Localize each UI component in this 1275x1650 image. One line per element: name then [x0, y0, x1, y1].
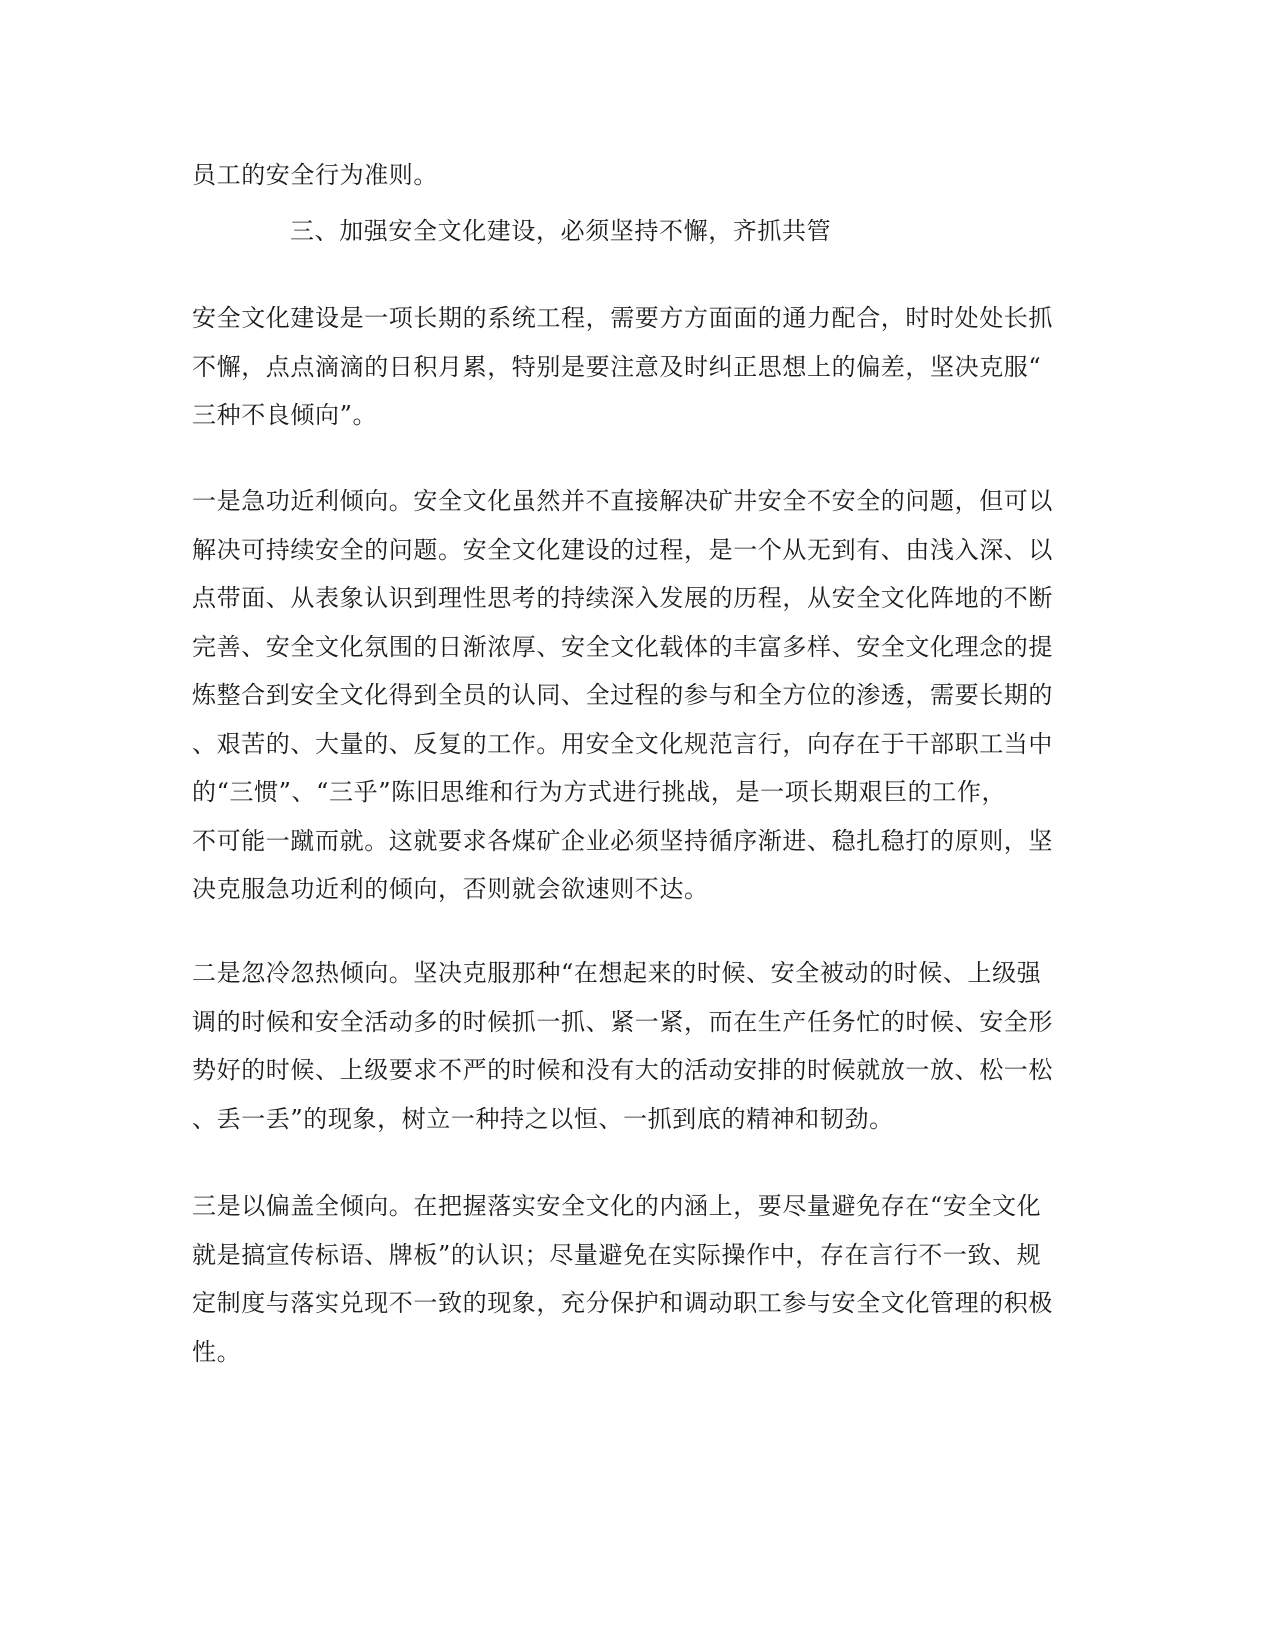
text-line: 性。: [192, 1337, 242, 1366]
text-line: 定制度与落实兑现不一致的现象，充分保护和调动职工参与安全文化管理的积极: [192, 1289, 1053, 1317]
paragraph-4: [192, 1182, 1072, 1376]
paragraph-1: [192, 294, 1072, 440]
text-line: 安全文化建设是一项长期的系统工程，需要方方面面的通力配合，时时处处长抓: [192, 304, 1053, 332]
text-line: 不懈，点点滴滴的日积月累，特别是要注意及时纠正思想上的偏差，坚决克服“: [192, 352, 1042, 381]
paragraph-2: [192, 477, 1072, 914]
text-line: 炼整合到安全文化得到全员的认同、全过程的参与和全方位的渗透，需要长期的: [192, 681, 1053, 709]
text-line: 三种不良倾向”。: [192, 401, 378, 429]
text-line: 点带面、从表象认识到理性思考的持续深入发展的历程，从安全文化阵地的不断: [192, 584, 1053, 612]
section-heading: 三、加强安全文化建设，必须坚持不懈，齐抓共管: [290, 217, 832, 245]
continuation-text: [192, 151, 1072, 200]
text-line: 调的时候和安全活动多的时候抓一抓、紧一紧，而在生产任务忙的时候、安全形: [192, 1007, 1053, 1036]
text-line: 就是搞宣传标语、牌板”的认识；尽量避免在实际操作中，存在言行不一致、规: [192, 1240, 1042, 1269]
text-line: 完善、安全文化氛围的日渐浓厚、安全文化载体的丰富多样、安全文化理念的提: [192, 632, 1053, 661]
text-line: 三是以偏盖全倾向。在把握落实安全文化的内涵上，要尽量避免存在“安全文化: [192, 1192, 1042, 1220]
text-line: 解决可持续安全的问题。安全文化建设的过程，是一个从无到有、由浅入深、以: [192, 535, 1053, 564]
text-line: 不可能一蹴而就。这就要求各煤矿企业必须坚持循序渐进、稳扎稳打的原则，坚: [192, 826, 1053, 855]
text-line: 二是忽冷忽热倾向。坚决克服那种“在想起来的时候、安全被动的时候、上级强: [192, 959, 1042, 987]
text-line: 势好的时候、上级要求不严的时候和没有大的活动安排的时候就放一放、松一松: [192, 1056, 1053, 1084]
text-line: 员工的安全行为准则。: [192, 161, 438, 189]
text-line: 决克服急功近利的倾向，否则就会欲速则不达。: [192, 875, 709, 903]
text-line: 的“三惯”、“三乎”陈旧思维和行为方式进行挑战，是一项长期艰巨的工作，: [192, 778, 1007, 806]
paragraph-3: [192, 949, 1072, 1143]
text-line: 、丢一丢”的现象，树立一种持之以恒、一抓到底的精神和韧劲。: [192, 1104, 894, 1133]
text-line: 、艰苦的、大量的、反复的工作。用安全文化规范言行，向存在于干部职工当中: [192, 729, 1053, 758]
text-line: 一是急功近利倾向。安全文化虽然并不直接解决矿井安全不安全的问题，但可以: [192, 487, 1053, 515]
